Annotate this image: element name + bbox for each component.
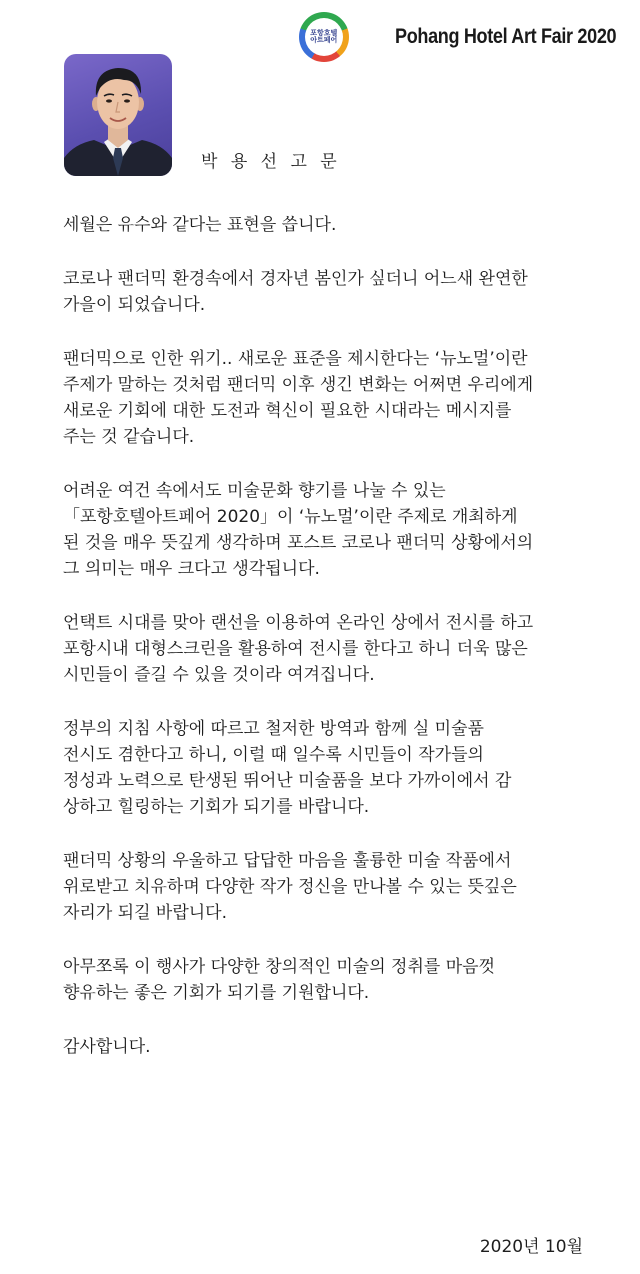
paragraph-line: 향유하는 좋은 기회가 되기를 기원합니다. [63, 983, 370, 1003]
paragraph-line: 세월은 유수와 같다는 표현을 씁니다. [63, 215, 337, 235]
letter-paragraph [63, 266, 623, 318]
paragraph-line: 코로나 팬더믹 환경속에서 경자년 봄인가 싶더니 어느새 완연한 [63, 269, 528, 289]
letter-paragraph [63, 346, 623, 450]
paragraph-line: 그 의미는 매우 크다고 생각됩니다. [63, 559, 320, 579]
paragraph-line: 팬더믹으로 인한 위기.. 새로운 표준을 제시한다는 ‘뉴노멀’이란 [63, 349, 528, 369]
letter-paragraph [63, 610, 623, 688]
paragraph-line: 시민들이 즐길 수 있을 것이라 여겨집니다. [63, 665, 375, 685]
portrait-illustration [64, 54, 172, 176]
paragraph-line: 「포항호텔아트페어 2020」이 ‘뉴노멀’이란 주제로 개최하게 [63, 507, 518, 527]
paragraph-line: 전시도 겸한다고 하니, 이럴 때 일수록 시민들이 작가들의 [63, 745, 484, 765]
letter-paragraph [63, 212, 623, 238]
signer-portrait [64, 54, 172, 176]
letter-paragraph [63, 716, 623, 820]
logo-center [305, 18, 343, 56]
paragraph-line: 팬더믹 상황의 우울하고 답답한 마음을 훌륭한 미술 작품에서 [63, 851, 512, 871]
paragraph-line: 언택트 시대를 맞아 랜선을 이용하여 온라인 상에서 전시를 하고 [63, 613, 534, 633]
art-fair-logo [299, 12, 349, 62]
paragraph-line: 포항시내 대형스크린을 활용하여 전시를 한다고 하니 더욱 많은 [63, 639, 528, 659]
paragraph-line: 어려운 여건 속에서도 미술문화 향기를 나눌 수 있는 [63, 481, 446, 501]
logo-text-top: 포항호텔 [310, 28, 338, 37]
logo-text-bottom: 아트페어 [310, 36, 338, 44]
paragraph-line: 위로받고 치유하며 다양한 작가 정신을 만나볼 수 있는 뜻깊은 [63, 877, 517, 897]
letter-paragraph [63, 848, 623, 926]
paragraph-line: 자리가 되길 바랍니다. [63, 903, 228, 923]
paragraph-line: 정성과 노력으로 탄생된 뛰어난 미술품을 보다 가까이에서 감 [63, 771, 512, 791]
letter-body [63, 212, 623, 1088]
letter-paragraph [63, 478, 623, 582]
paragraph-line: 주는 것 같습니다. [63, 427, 195, 447]
paragraph-line: 가을이 되었습니다. [63, 295, 206, 315]
paragraph-line: 감사합니다. [63, 1037, 151, 1057]
paragraph-line: 아무쪼록 이 행사가 다양한 창의적인 미술의 정취를 마음껏 [63, 957, 495, 977]
paragraph-line: 정부의 지침 사항에 따르고 철저한 방역과 함께 실 미술품 [63, 719, 484, 739]
letter-paragraph [63, 954, 623, 1006]
paragraph-line: 상하고 힐링하는 기회가 되기를 바랍니다. [63, 797, 370, 817]
letter-date: 2020년 10월 [479, 1237, 583, 1257]
letter-paragraph [63, 1034, 623, 1060]
header [299, 12, 616, 62]
brand-title: Pohang Hotel Art Fair 2020 [394, 25, 616, 48]
paragraph-line: 된 것을 매우 뜻깊게 생각하며 포스트 코로나 팬더믹 상황에서의 [63, 533, 534, 553]
paragraph-line: 주제가 말하는 것처럼 팬더믹 이후 생긴 변화는 어쩌면 우리에게 [63, 375, 534, 395]
paragraph-line: 새로운 기회에 대한 도전과 혁신이 필요한 시대라는 메시지를 [63, 401, 512, 421]
signer-name: 박 용 선 고 문 [201, 152, 341, 172]
